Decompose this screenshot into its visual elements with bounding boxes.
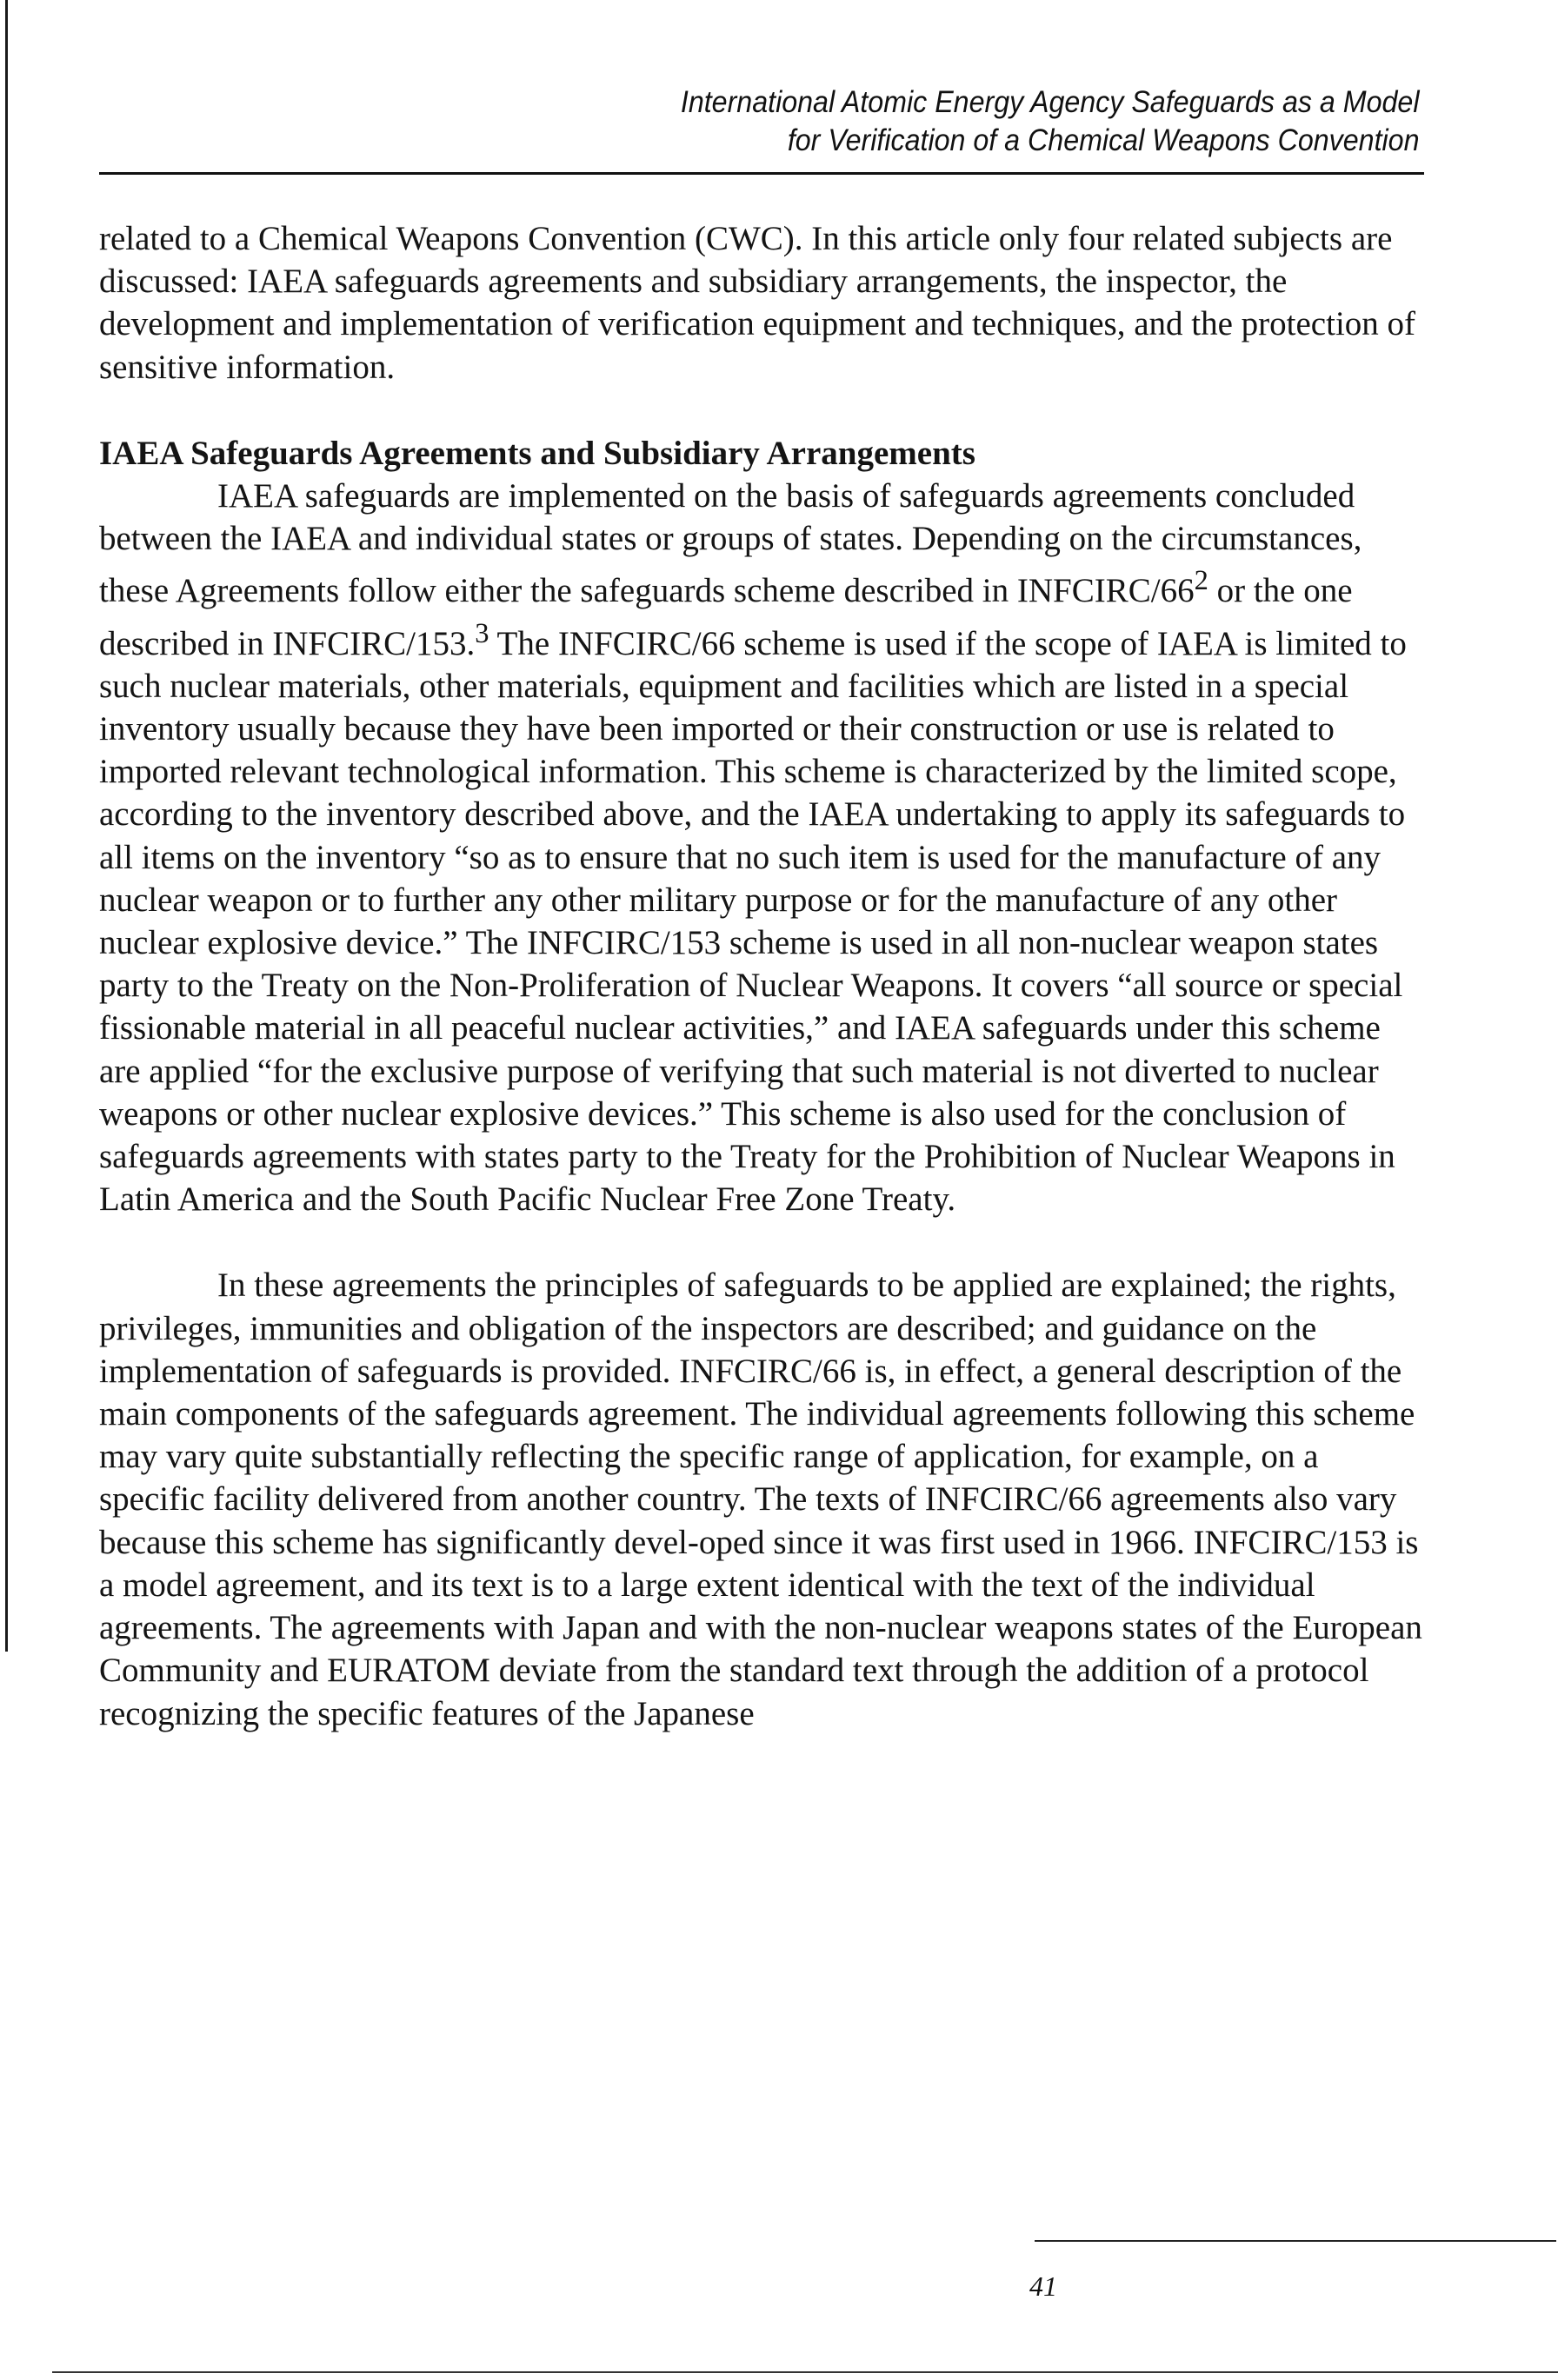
header-rule (99, 172, 1424, 175)
page-number: 41 (1029, 2270, 1057, 2302)
main-content (99, 217, 1429, 1735)
para1-text-part2: or the one described in INFCIRC/153. (99, 572, 1353, 662)
intro-paragraph: related to a Chemical Weapons Convention (CWC). In this article only four related subjects are discussed: IAEA safeguards agreements and subsidiary arrangements, the inspector, the development and implementation of verification equipment and techniques, and the protection of sensitive information. (99, 220, 1416, 386)
footnote-ref-2: 2 (1194, 565, 1208, 597)
bottom-edge-rule (52, 2371, 1558, 2373)
para1-text-part3: The INFCIRC/66 scheme is used if the scope of IAEA is limited to such nuclear materials, other materials, equipment and facilities which are listed in a special inventory usually because they have been imported or their construction or use is related to imported relevant technological information. This scheme is characterized by the limited scope, according to the inventory described above, and the IAEA undertaking to apply its safeguards to all items on the inventory “so as to ensure that no such item is used for the manufacture of any nuclear weapon or to further any other military purpose or for the manufacture of any other nuclear explosive device.” The INFCIRC/153 scheme is used in all non-nuclear weapon states party to the Treaty on the Non-Proliferation of Nuclear Weapons. It covers “all source or special fissionable material in all peaceful nuclear activities,” and IAEA safeguards under this scheme are applied “for the exclusive purpose of verifying that such material is not diverted to nuclear weapons or other nuclear explosive devices.” This scheme is also used for the conclusion of safeguards agreements with states party to the Treaty for the Prohibition of Nuclear Weapons in Latin America and the South Pacific Nuclear Free Zone Treaty. (99, 624, 1407, 1219)
running-header (680, 83, 1419, 160)
footnote-ref-3: 3 (475, 617, 489, 649)
running-header-line1: International Atomic Energy Agency Safeguards as a Model (680, 85, 1419, 119)
body-paragraph-2: In these agreements the principles of safeguards to be applied are explained; the rights, privileges, immunities and obligation of the inspectors are described; and guidance on the implementation of safeguards is provided. INFCIRC/66 is, in effect, a general description of the main components of the safeguards agreement. The individual agreements following this scheme may vary quite substantially reflecting the specific range of application, for example, on a specific facility delivered from another country. The texts of INFCIRC/66 agreements also vary because this scheme has significantly devel-oped since it was first used in 1966. INFCIRC/153 is a model agreement, and its text is to a large extent identical with the text of the individual agreements. The agreements with Japan and with the non-nuclear weapons states of the European Community and EURATOM deviate from the standard text through the addition of a protocol recognizing the specific features of the Japanese (99, 1266, 1422, 1732)
footer-rule (1035, 2240, 1556, 2242)
section-heading: IAEA Safeguards Agreements and Subsidiary Arrangements (99, 434, 975, 472)
running-header-line2: for Verification of a Chemical Weapons Convention (787, 123, 1419, 157)
para1-text-part1: IAEA safeguards are implemented on the basis of safeguards agreements concluded between the IAEA and individual states or groups of states. Depending on the circumstances, these Agreements follow either the safeguards scheme described in INFCIRC/66 (99, 477, 1362, 610)
body-paragraph-1 (99, 475, 1429, 1220)
binding-edge (5, 0, 8, 1652)
